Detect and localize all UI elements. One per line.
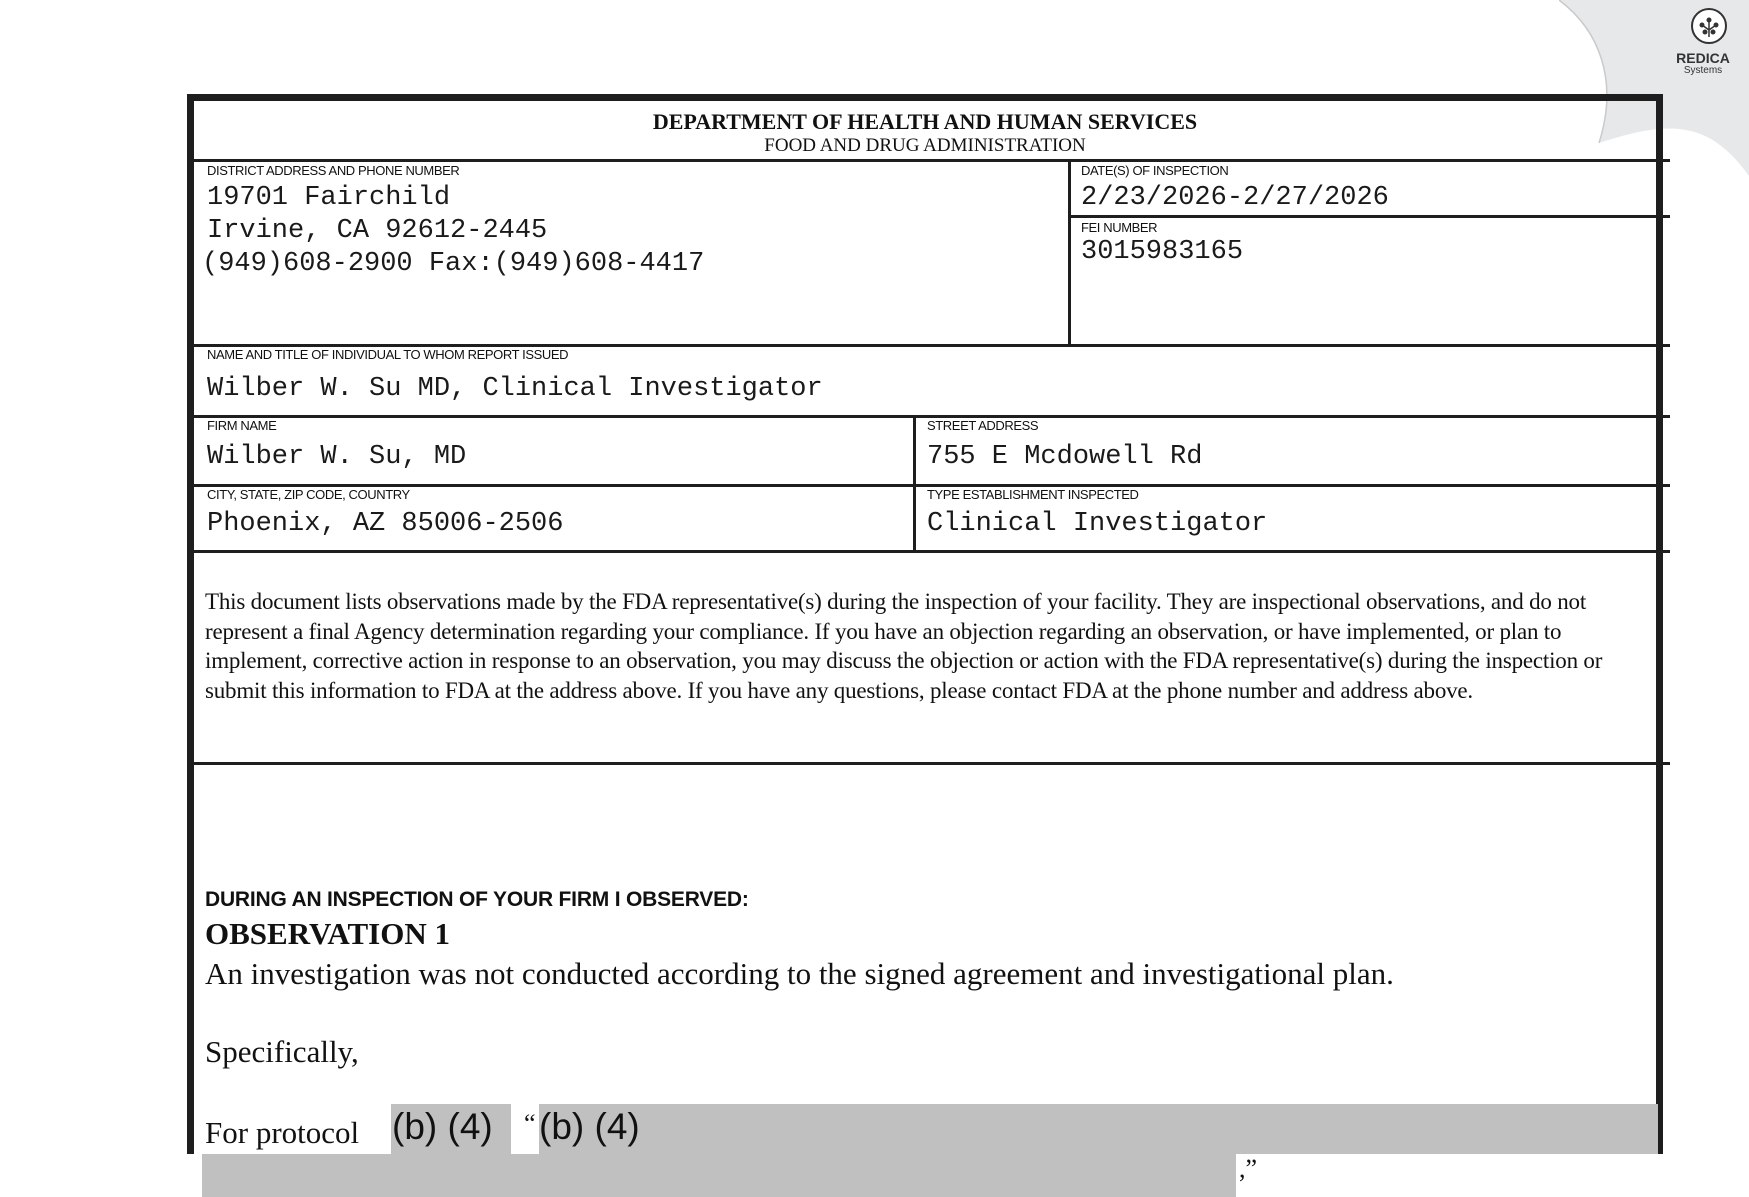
open-quote: “	[524, 1109, 536, 1138]
divider	[1068, 159, 1071, 344]
district-line1: 19701 Fairchild	[207, 183, 451, 213]
street-address-value: 755 E Mcdowell Rd	[927, 442, 1203, 472]
divider	[194, 550, 1670, 553]
fei-value: 3015983165	[1081, 237, 1244, 267]
divider	[1068, 215, 1670, 218]
department-title: DEPARTMENT OF HEALTH AND HUMAN SERVICES	[652, 109, 1198, 134]
observation-title: OBSERVATION 1	[205, 916, 450, 951]
firm-name-value: Wilber W. Su, MD	[207, 442, 467, 472]
district-label: DISTRICT ADDRESS AND PHONE NUMBER	[207, 163, 460, 178]
district-line2: Irvine, CA 92612-2445	[207, 216, 548, 246]
observations-intro: DURING AN INSPECTION OF YOUR FIRM I OBSERVED:	[205, 888, 749, 911]
protocol-prefix: For protocol	[205, 1115, 360, 1150]
establishment-type-value: Clinical Investigator	[927, 509, 1268, 539]
inspection-dates-value: 2/23/2026-2/27/2026	[1081, 183, 1389, 213]
district-phone: (949)608-2900 Fax:(949)608-4417	[202, 249, 705, 279]
street-address-label: STREET ADDRESS	[927, 418, 1039, 433]
divider	[194, 762, 1670, 765]
report-issued-value: Wilber W. Su MD, Clinical Investigator	[207, 374, 823, 404]
establishment-type-label: TYPE ESTABLISHMENT INSPECTED	[927, 487, 1139, 502]
agency-title: FOOD AND DRUG ADMINISTRATION	[764, 135, 1086, 156]
firm-name-label: FIRM NAME	[207, 418, 277, 433]
specifically-text: Specifically,	[205, 1034, 359, 1069]
divider	[194, 159, 1670, 162]
fei-label: FEI NUMBER	[1081, 220, 1158, 235]
notice-paragraph: This document lists observations made by the FDA representative(s) during the inspection of your facility. They are inspectional observations, and do not represent a final Agency determination regarding your compliance. If you have an objection regarding an observation, or have implemented, or plan to implement, corrective action in response to an observation, you may discuss the objection or action with the FDA representative(s) during the inspection or submit this information to FDA at the address above. If you have any questions, please contact FDA at the phone number and address above.	[205, 589, 1603, 703]
city-state-value: Phoenix, AZ 85006-2506	[207, 509, 564, 539]
redaction-box	[202, 1154, 1236, 1197]
city-state-label: CITY, STATE, ZIP CODE, COUNTRY	[207, 487, 410, 502]
report-issued-label: NAME AND TITLE OF INDIVIDUAL TO WHOM REPORT ISSUED	[207, 347, 569, 362]
close-quote: ,”	[1239, 1154, 1258, 1183]
inspection-dates-label: DATE(S) OF INSPECTION	[1081, 163, 1229, 178]
redica-logo-icon	[1692, 9, 1726, 43]
fda-483-form	[187, 94, 1663, 1183]
redaction-label-2: (b) (4)	[539, 1106, 640, 1147]
redica-logo-sub: Systems	[1683, 65, 1723, 76]
observation-text: An investigation was not conducted according to the signed agreement and investigational plan.	[205, 956, 1394, 991]
redaction-label-1: (b) (4)	[392, 1106, 493, 1147]
redica-logo-name: REDICA	[1676, 50, 1730, 66]
redaction-box	[539, 1104, 1658, 1154]
